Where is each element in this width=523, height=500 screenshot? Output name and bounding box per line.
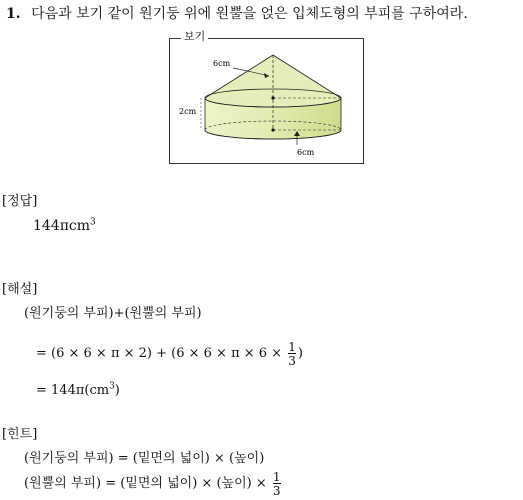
hint-line-2: (원뿔의 부피) = (밑면의 넓이) × (높이) × $\frac{1}{3}$ bbox=[24, 469, 281, 498]
problem-line bbox=[6, 6, 468, 22]
problem-number: 1. bbox=[6, 6, 21, 22]
label-top-radius: 6cm bbox=[213, 59, 231, 68]
hint-line-1: (원기둥의 부피) = (밑면의 넓이) × (높이) bbox=[24, 451, 265, 466]
explanation-header: [해설] bbox=[2, 282, 38, 297]
hint-header: [힌트] bbox=[2, 427, 38, 442]
answer-header: [정답] bbox=[2, 194, 38, 209]
explanation-line-1: (원기둥의 부피)+(원뿔의 부피) bbox=[24, 306, 202, 321]
figure-box-label: 보기 bbox=[181, 30, 208, 44]
answer-value: 144πcm$^3$ bbox=[33, 217, 96, 234]
problem-text: 다음과 보기 같이 원기둥 위에 원뿔을 얹은 입체도형의 부피를 구하여라. bbox=[31, 6, 468, 22]
label-bottom-radius: 6cm bbox=[297, 148, 315, 157]
explanation-line-2: = (6 × 6 × π × 2) + (6 × 6 × π × 6 × $\frac{1}{3}$ ) bbox=[36, 339, 303, 368]
fraction-one-third: $\frac{1}{3}$ bbox=[288, 339, 296, 368]
cone-on-cylinder-figure bbox=[169, 38, 364, 164]
explanation-line-3: = $144\pi(cm^3)$ bbox=[36, 381, 120, 398]
fraction-one-third-hint: $\frac{1}{3}$ bbox=[272, 469, 281, 498]
label-height: 2cm bbox=[179, 107, 197, 116]
